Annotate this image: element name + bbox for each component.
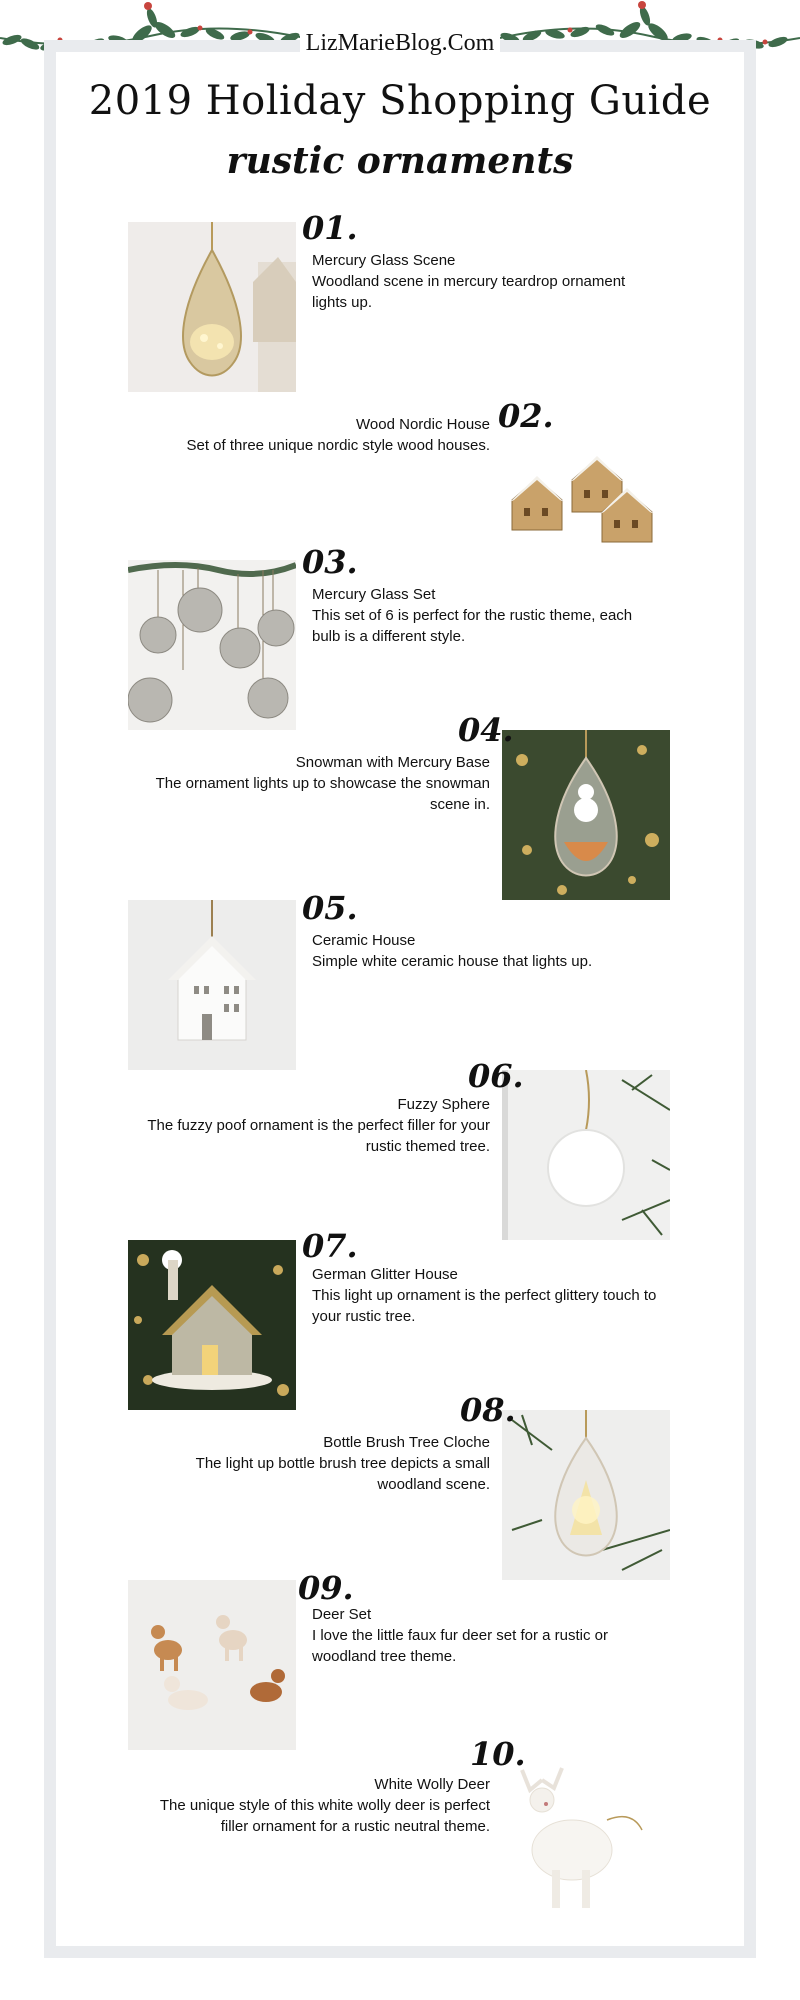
- item-description: The unique style of this white wolly deer is perfect filler ornament for a rustic neutral theme.: [159, 1797, 490, 1835]
- item-title[interactable]: Wood Nordic House: [356, 416, 490, 433]
- item-number: 02.: [498, 397, 554, 435]
- item-text: [312, 1604, 652, 1667]
- item-title[interactable]: White Wolly Deer: [374, 1776, 490, 1793]
- item-number: 03.: [302, 543, 358, 581]
- tree-cloche-image[interactable]: [502, 1410, 670, 1580]
- item-number: 08.: [460, 1391, 516, 1429]
- glitter-house-image[interactable]: [128, 1240, 296, 1410]
- page-title: 2019 Holiday Shopping Guide: [88, 78, 712, 124]
- mercury-teardrop-ornament-image[interactable]: [128, 222, 296, 392]
- item-title[interactable]: German Glitter House: [312, 1266, 458, 1283]
- item-title[interactable]: Mercury Glass Scene: [312, 252, 456, 269]
- white-deer-image[interactable]: [502, 1750, 670, 1920]
- deer-set-image[interactable]: [128, 1580, 296, 1750]
- mercury-bulbs-image[interactable]: [128, 560, 296, 730]
- item-description: This set of 6 is perfect for the rustic theme, each bulb is a different style.: [312, 607, 633, 645]
- item-number: 06.: [468, 1057, 524, 1095]
- ceramic-house-image[interactable]: [128, 900, 296, 1070]
- item-title[interactable]: Ceramic House: [312, 932, 416, 949]
- fuzzy-sphere-image[interactable]: [502, 1070, 670, 1240]
- item-description: The ornament lights up to showcase the snowman scene in.: [155, 775, 490, 813]
- item-number: 04.: [458, 711, 514, 749]
- item-title[interactable]: Fuzzy Sphere: [397, 1096, 490, 1113]
- item-number: 07.: [302, 1227, 358, 1265]
- item-description: The light up bottle brush tree depicts a small woodland scene.: [195, 1455, 490, 1493]
- page-subtitle: rustic ornaments: [226, 140, 574, 182]
- item-number: 10.: [470, 1735, 526, 1773]
- item-text: [130, 1094, 490, 1157]
- item-description: Woodland scene in mercury teardrop ornament lights up.: [312, 273, 626, 311]
- item-text: [150, 414, 490, 456]
- item-text: [312, 930, 652, 972]
- item-text: [312, 584, 652, 647]
- item-description: I love the little faux fur deer set for a rustic or woodland tree theme.: [312, 1627, 608, 1665]
- item-text: [130, 1774, 490, 1837]
- item-description: The fuzzy poof ornament is the perfect filler for your rustic themed tree.: [147, 1117, 490, 1155]
- item-number: 05.: [302, 889, 358, 927]
- item-number: 09.: [298, 1569, 354, 1607]
- item-text: [130, 752, 490, 815]
- item-text: [312, 250, 652, 313]
- item-title[interactable]: Deer Set: [312, 1606, 372, 1623]
- item-title[interactable]: Bottle Brush Tree Cloche: [323, 1434, 490, 1451]
- item-text: [312, 1264, 672, 1327]
- item-title[interactable]: Snowman with Mercury Base: [295, 754, 490, 771]
- item-description: Simple white ceramic house that lights up.: [312, 953, 593, 970]
- site-name[interactable]: LizMarieBlog.Com: [300, 26, 500, 60]
- snowman-ornament-image[interactable]: [502, 730, 670, 900]
- item-number: 01.: [302, 209, 358, 247]
- item-description: This light up ornament is the perfect glittery touch to your rustic tree.: [312, 1287, 657, 1325]
- wood-houses-image[interactable]: [502, 420, 670, 590]
- item-title[interactable]: Mercury Glass Set: [312, 586, 436, 603]
- item-description: Set of three unique nordic style wood houses.: [186, 437, 490, 454]
- item-text: [130, 1432, 490, 1495]
